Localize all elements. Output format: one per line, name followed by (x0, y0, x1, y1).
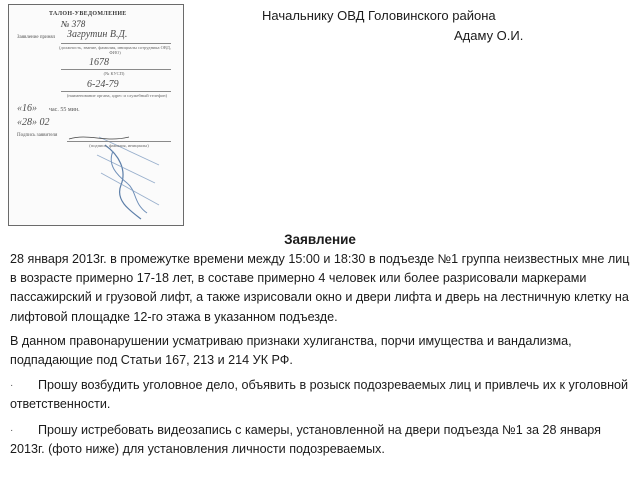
bullet-icon: · (10, 380, 14, 392)
document-title: Заявление (284, 232, 356, 247)
paragraph-offense: В данном правонарушении усматриваю признаки хулиганства, порчи имущества и вандализма, подпадающие под Статьи 167, 213 и 214 УК РФ. (10, 333, 572, 368)
bullet-icon: · (10, 424, 14, 436)
registration-stamp (8, 4, 184, 226)
document-body (10, 250, 630, 459)
stamp-date-time: час. 55 мин. (49, 107, 80, 113)
stamp-signature-label: Подпись заявителя (17, 133, 58, 138)
stamp-signature-caption: (подпись, фамилия, инициалы) (89, 143, 149, 148)
request-text: Прошу истребовать видеозапись с камеры, установленной на двери подъезда №1 за 28 января 2013г. (фото ниже) для установления личности подозреваемых. (10, 422, 601, 456)
request-item (10, 421, 630, 459)
stamp-line (61, 69, 171, 70)
stamp-received-signature: Загрутин В.Д. (67, 29, 128, 40)
addressee-name: Адаму О.И. (454, 28, 524, 43)
stamp-line (61, 43, 171, 44)
stamp-phone-value: 6-24-79 (87, 79, 119, 90)
stamp-title: ТАЛОН-УВЕДОМЛЕНИЕ (49, 11, 127, 17)
request-item (10, 376, 630, 414)
paragraph-incident: 28 января 2013г. в промежутке времени между 15:00 и 18:30 в подъезде №1 группа неизвестных мне лиц в возрасте примерно 17-18 лет, в составе примерно 4 человек или более разрисовали маркерами пассажирский и грузовой лифт, а также изрисовали окно и двери лифта и дверь на лестничную клетку на лифтовой площадке 12-го этажа в указанном подъезде. (10, 252, 630, 324)
stamp-received-label: Заявление принял (17, 35, 56, 40)
stamp-number: № 378 (61, 19, 86, 29)
stamp-date-day: «16» (17, 103, 37, 114)
stamp-position-caption: (должность, звание, фамилия, инициалы сотрудника ОВД, ФИО) (59, 45, 171, 55)
request-text: Прошу возбудить уголовное дело, объявить в розыск подозреваемых лиц и привлечь их к уголовной ответственности. (10, 378, 629, 412)
stamp-registry-caption: (№ КУСП) (103, 71, 125, 76)
stamp-line (67, 141, 171, 142)
stamp-line (61, 91, 171, 92)
stamp-phone-caption: (наименование органа, адрес и служебный телефон) (66, 93, 168, 98)
addressee-block (262, 6, 552, 46)
addressee-to: Начальнику ОВД Головинского района (262, 8, 496, 23)
stamp-date-month: «28» 02 (17, 117, 50, 128)
stamp-registry-value: 1678 (89, 57, 109, 68)
